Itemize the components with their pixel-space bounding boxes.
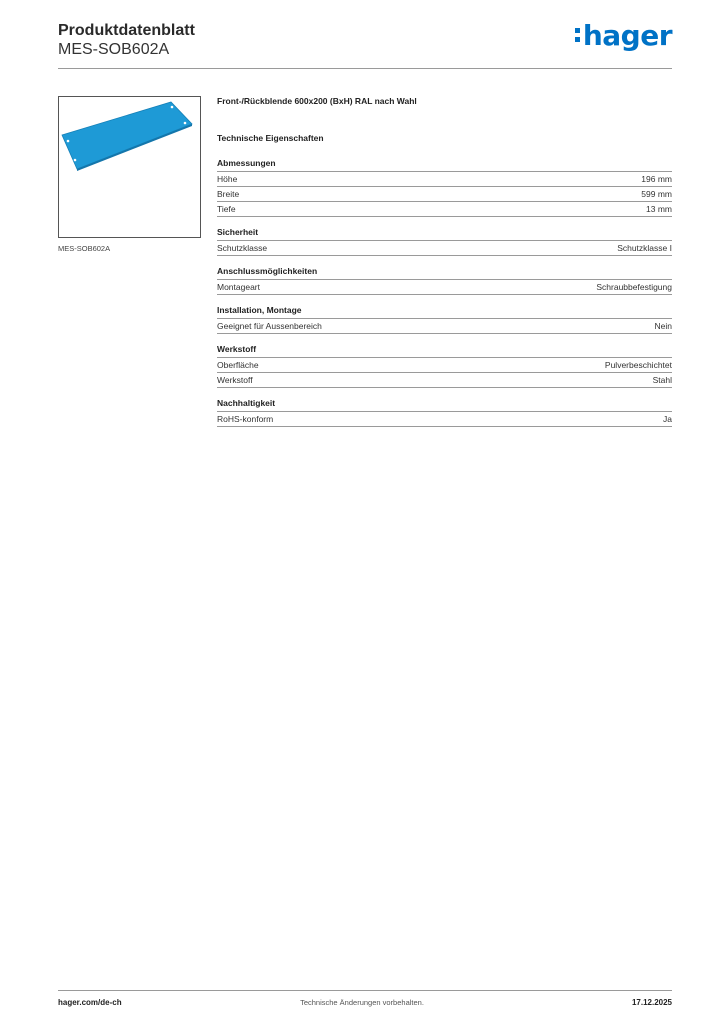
- property-row: [217, 172, 672, 187]
- property-value: Nein: [654, 321, 672, 331]
- property-label: Höhe: [217, 174, 238, 184]
- section-title: Sicherheit: [217, 225, 672, 241]
- section-title: Nachhaltigkeit: [217, 396, 672, 412]
- hager-logo: [575, 20, 672, 50]
- property-section: [217, 225, 672, 256]
- property-row: [217, 187, 672, 202]
- property-label: Schutzklasse: [217, 243, 268, 253]
- property-label: Werkstoff: [217, 375, 253, 385]
- property-section: [217, 396, 672, 427]
- property-row: [217, 412, 672, 427]
- page-header: [58, 20, 672, 70]
- section-title: Werkstoff: [217, 342, 672, 358]
- property-row: [217, 358, 672, 373]
- header-divider: [58, 68, 672, 69]
- logo-text: hager: [582, 18, 672, 52]
- section-title: Anschlussmöglichkeiten: [217, 264, 672, 280]
- footer-divider: [58, 990, 672, 991]
- property-section: [217, 342, 672, 388]
- technical-properties-title: Technische Eigenschaften: [217, 133, 324, 143]
- property-value: 13 mm: [646, 204, 672, 214]
- property-value: Schutzklasse I: [617, 243, 672, 253]
- property-label: Geeignet für Aussenbereich: [217, 321, 322, 331]
- property-label: RoHS-konform: [217, 414, 274, 424]
- property-value: Pulverbeschichtet: [604, 360, 672, 370]
- product-image-caption: MES-SOB602A: [58, 244, 111, 253]
- property-row: [217, 202, 672, 217]
- property-label: Oberfläche: [217, 360, 259, 370]
- property-value: 599 mm: [641, 189, 672, 199]
- property-value: Schraubbefestigung: [596, 282, 672, 292]
- section-title: Installation, Montage: [217, 303, 672, 319]
- property-value: Stahl: [652, 375, 672, 385]
- footer-notice: Technische Änderungen vorbehalten.: [300, 998, 424, 1007]
- property-label: Montageart: [217, 282, 260, 292]
- property-label: Tiefe: [217, 204, 236, 214]
- product-image-frame: [58, 96, 201, 238]
- property-value: Ja: [663, 414, 672, 424]
- property-row: [217, 373, 672, 388]
- document-subtitle: MES-SOB602A: [58, 41, 170, 58]
- footer-website: hager.com/de-ch: [58, 998, 122, 1007]
- property-value: 196 mm: [641, 174, 672, 184]
- properties-sections: [217, 156, 672, 427]
- product-description: Front-/Rückblende 600x200 (BxH) RAL nach Wahl: [217, 96, 417, 106]
- property-row: [217, 319, 672, 334]
- product-details: [217, 96, 672, 435]
- footer-date: 17.12.2025: [631, 998, 672, 1007]
- property-section: [217, 264, 672, 295]
- document-title: Produktdatenblatt: [58, 22, 195, 39]
- property-label: Breite: [217, 189, 240, 199]
- blue-panel-image: [59, 97, 200, 237]
- logo-dots-icon: [575, 26, 580, 44]
- property-row: [217, 280, 672, 295]
- property-section: [217, 156, 672, 217]
- property-row: [217, 241, 672, 256]
- section-title: Abmessungen: [217, 156, 672, 172]
- property-section: [217, 303, 672, 334]
